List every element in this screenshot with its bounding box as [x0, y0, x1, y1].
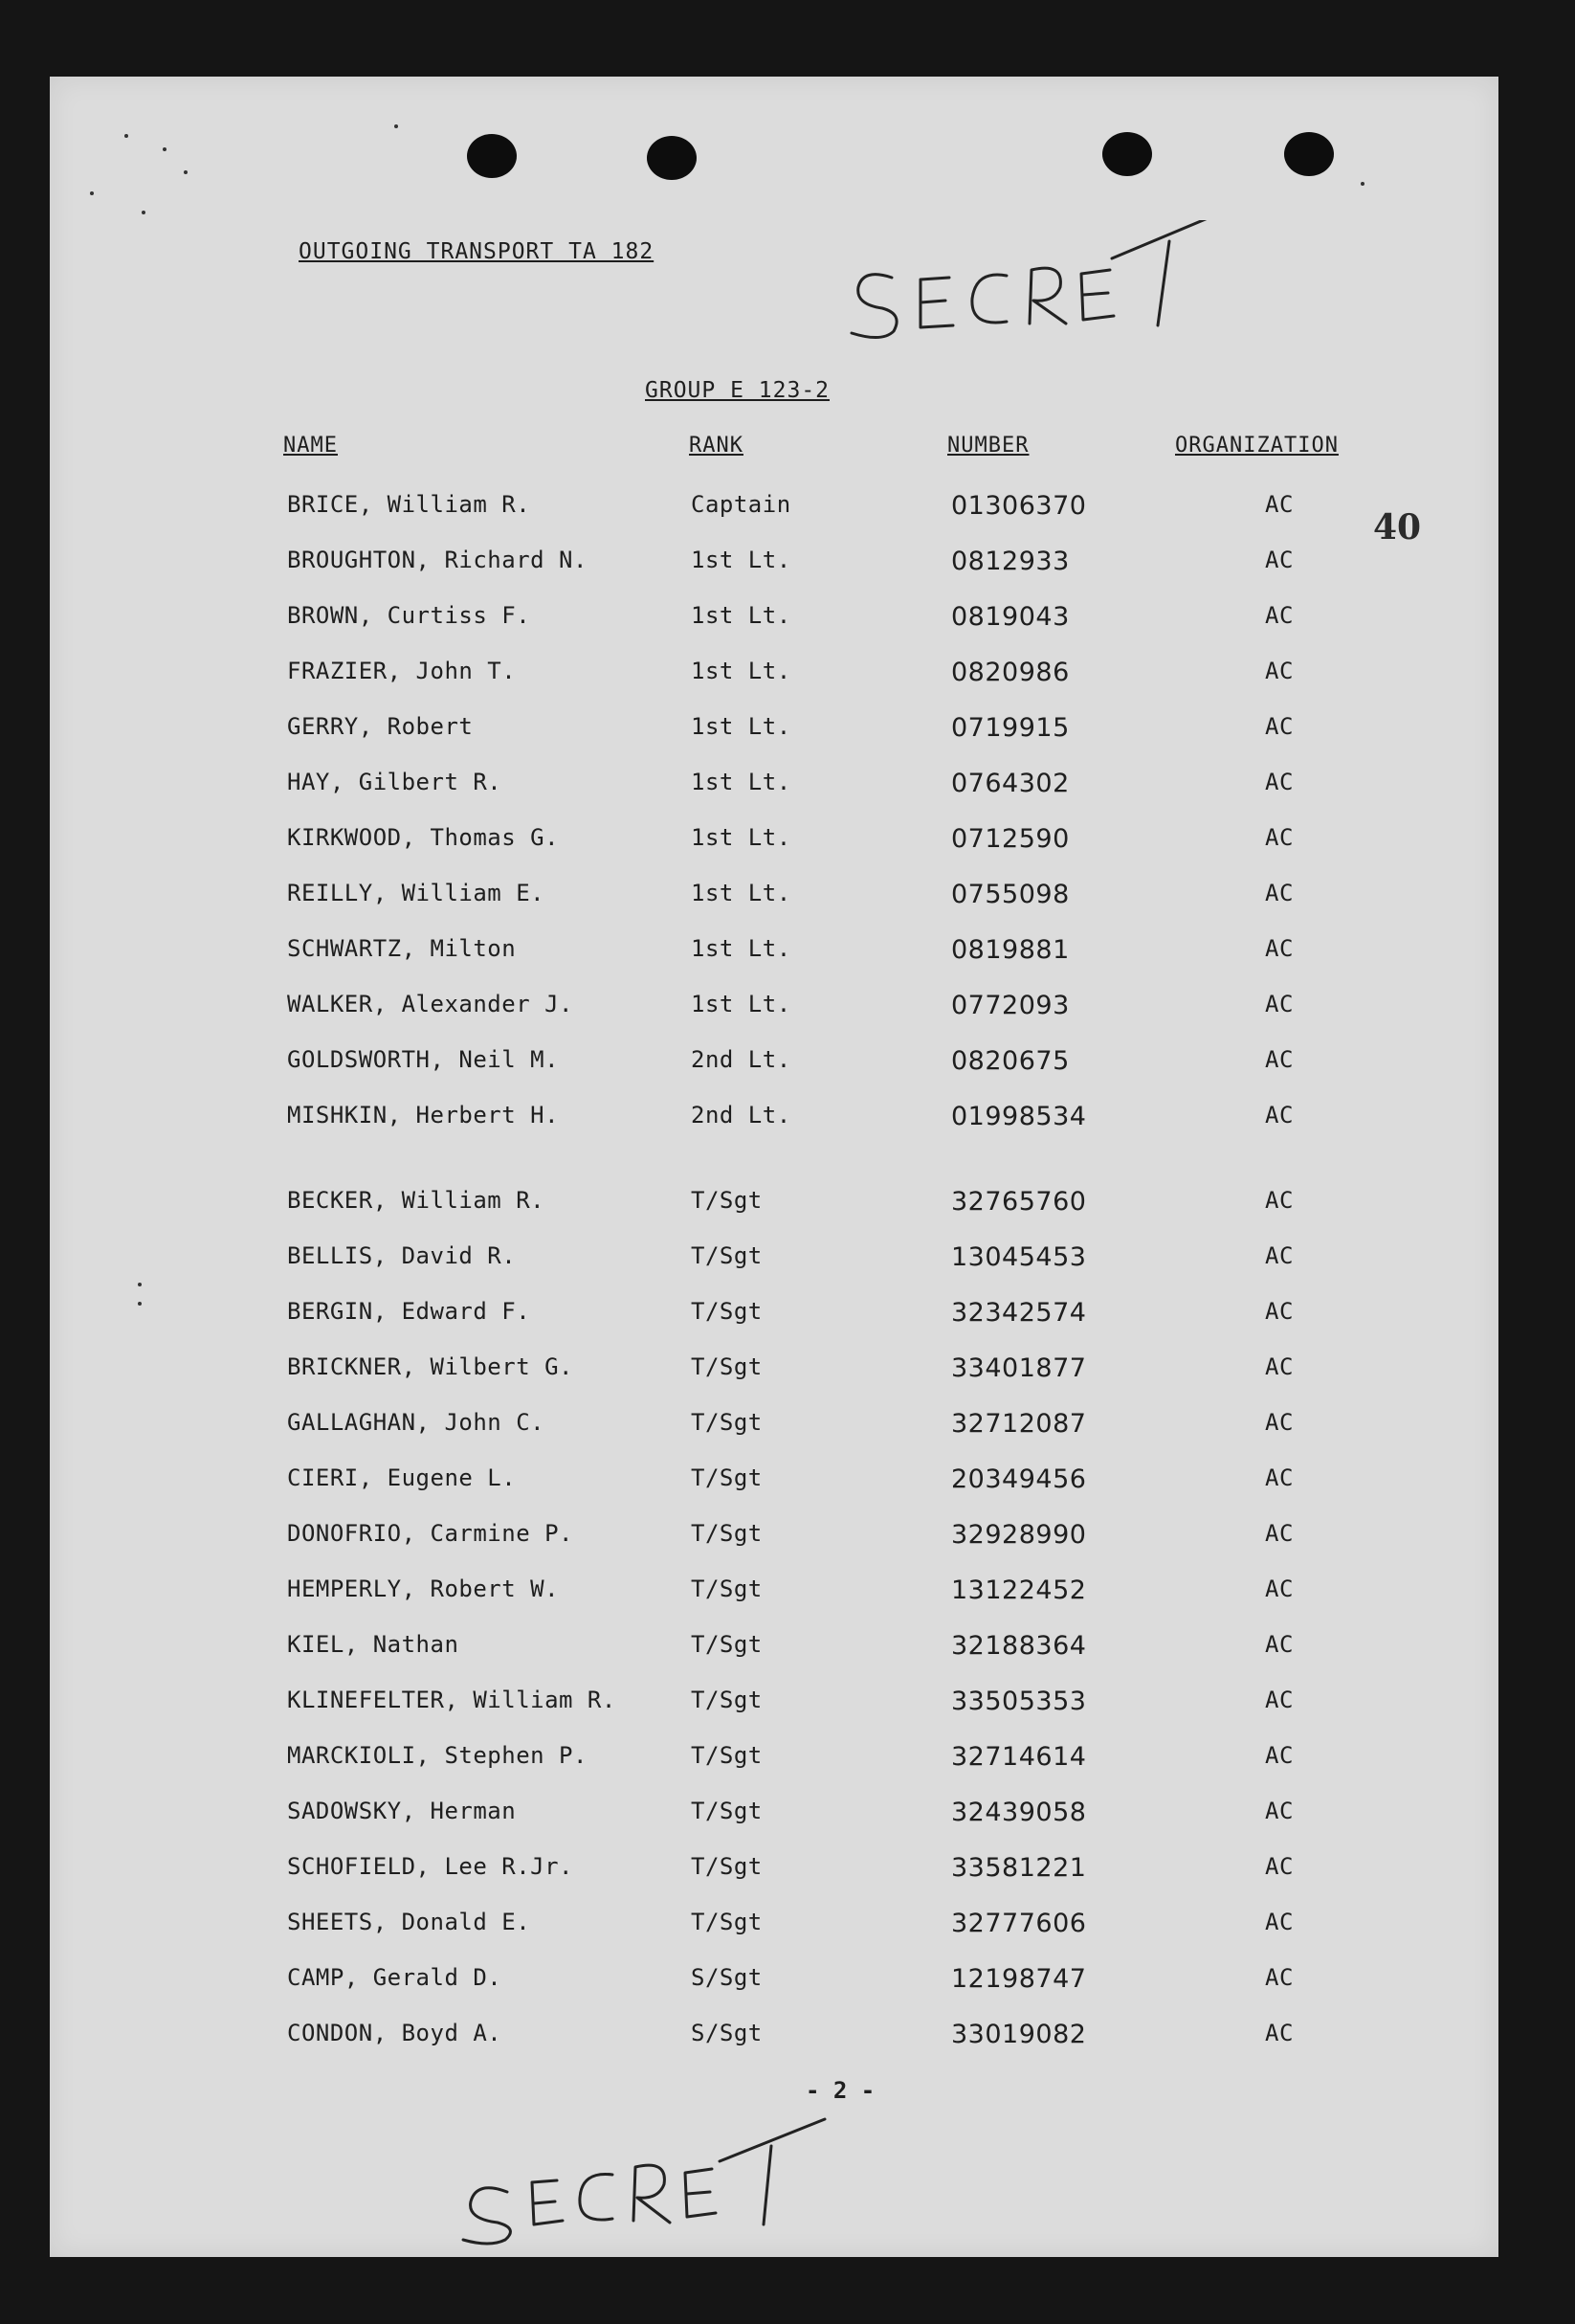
cell-organization: AC — [1265, 491, 1294, 518]
table-row — [50, 824, 1498, 862]
page-number: 40 — [1373, 507, 1422, 547]
cell-number: 13045453 — [951, 1242, 1087, 1272]
punch-hole — [1102, 132, 1152, 176]
cell-name: GALLAGHAN, John C. — [287, 1409, 545, 1436]
cell-rank: 1st Lt. — [691, 824, 791, 851]
cell-organization: AC — [1265, 1409, 1294, 1436]
cell-name: SADOWSKY, Herman — [287, 1798, 517, 1824]
cell-rank: T/Sgt — [691, 1242, 763, 1269]
cell-organization: AC — [1265, 880, 1294, 906]
table-row — [50, 769, 1498, 807]
cell-name: CAMP, Gerald D. — [287, 1964, 502, 1991]
cell-organization: AC — [1265, 935, 1294, 962]
cell-number: 01306370 — [951, 491, 1087, 521]
cell-number: 32712087 — [951, 1409, 1087, 1439]
table-row — [50, 1242, 1498, 1281]
cell-name: WALKER, Alexander J. — [287, 991, 573, 1017]
page-footer: - 2 - — [806, 2077, 876, 2104]
cell-organization: AC — [1265, 991, 1294, 1017]
cell-number: 32777606 — [951, 1909, 1087, 1938]
table-row — [50, 602, 1498, 640]
cell-rank: Captain — [691, 491, 791, 518]
cell-number: 32439058 — [951, 1798, 1087, 1827]
cell-rank: T/Sgt — [691, 1575, 763, 1602]
cell-organization: AC — [1265, 1687, 1294, 1713]
punch-hole — [647, 136, 697, 180]
cell-number: 0712590 — [951, 824, 1070, 854]
cell-rank: 1st Lt. — [691, 880, 791, 906]
table-row — [50, 1631, 1498, 1669]
cell-organization: AC — [1265, 2020, 1294, 2046]
speck — [90, 191, 94, 195]
table-row — [50, 2020, 1498, 2058]
cell-organization: AC — [1265, 1046, 1294, 1073]
cell-rank: T/Sgt — [691, 1742, 763, 1769]
cell-name: BROUGHTON, Richard N. — [287, 547, 588, 573]
cell-rank: 1st Lt. — [691, 991, 791, 1017]
speck — [163, 147, 166, 151]
cell-rank: T/Sgt — [691, 1298, 763, 1325]
cell-name: BROWN, Curtiss F. — [287, 602, 531, 629]
table-row — [50, 991, 1498, 1029]
table-row — [50, 1742, 1498, 1780]
cell-number: 13122452 — [951, 1575, 1087, 1605]
cell-rank: 1st Lt. — [691, 713, 791, 740]
cell-organization: AC — [1265, 1298, 1294, 1325]
header-organization: ORGANIZATION — [1175, 434, 1339, 458]
cell-rank: T/Sgt — [691, 1798, 763, 1824]
cell-rank: T/Sgt — [691, 1353, 763, 1380]
cell-organization: AC — [1265, 1742, 1294, 1769]
speck — [138, 1283, 142, 1286]
header-number: NUMBER — [947, 434, 1030, 458]
cell-name: BECKER, William R. — [287, 1187, 545, 1214]
table-row — [50, 1687, 1498, 1725]
cell-rank: T/Sgt — [691, 1409, 763, 1436]
cell-number: 0812933 — [951, 547, 1070, 576]
cell-number: 0755098 — [951, 880, 1070, 909]
cell-name: KIEL, Nathan — [287, 1631, 459, 1658]
cell-number: 32765760 — [951, 1187, 1087, 1217]
cell-number: 32714614 — [951, 1742, 1087, 1772]
cell-name: BRICE, William R. — [287, 491, 531, 518]
group-title: GROUP E 123-2 — [645, 378, 831, 403]
cell-name: REILLY, William E. — [287, 880, 545, 906]
table-row — [50, 658, 1498, 696]
table-row — [50, 935, 1498, 973]
table-row — [50, 1853, 1498, 1891]
table-row — [50, 1464, 1498, 1503]
cell-number: 0819043 — [951, 602, 1070, 632]
table-row — [50, 713, 1498, 751]
cell-organization: AC — [1265, 769, 1294, 795]
cell-rank: T/Sgt — [691, 1187, 763, 1214]
cell-name: HEMPERLY, Robert W. — [287, 1575, 560, 1602]
cell-organization: AC — [1265, 1102, 1294, 1128]
cell-rank: T/Sgt — [691, 1520, 763, 1547]
cell-name: DONOFRIO, Carmine P. — [287, 1520, 573, 1547]
cell-rank: 1st Lt. — [691, 935, 791, 962]
speck — [394, 124, 398, 128]
cell-name: KLINEFELTER, William R. — [287, 1687, 616, 1713]
cell-organization: AC — [1265, 547, 1294, 573]
cell-name: CIERI, Eugene L. — [287, 1464, 517, 1491]
punch-hole — [1284, 132, 1334, 176]
cell-organization: AC — [1265, 1853, 1294, 1880]
cell-name: BRICKNER, Wilbert G. — [287, 1353, 573, 1380]
cell-rank: S/Sgt — [691, 1964, 763, 1991]
header-name: NAME — [283, 434, 338, 458]
cell-organization: AC — [1265, 1631, 1294, 1658]
cell-number: 32342574 — [951, 1298, 1087, 1328]
cell-name: MARCKIOLI, Stephen P. — [287, 1742, 588, 1769]
table-row — [50, 547, 1498, 585]
table-row — [50, 491, 1498, 529]
speck — [184, 170, 188, 174]
punch-hole — [467, 134, 517, 178]
table-row — [50, 1520, 1498, 1558]
table-row — [50, 1798, 1498, 1836]
table-row — [50, 1353, 1498, 1392]
cell-name: GERRY, Robert — [287, 713, 474, 740]
cell-rank: T/Sgt — [691, 1687, 763, 1713]
cell-rank: 1st Lt. — [691, 658, 791, 684]
cell-rank: T/Sgt — [691, 1464, 763, 1491]
table-row — [50, 1102, 1498, 1140]
cell-number: 12198747 — [951, 1964, 1087, 1994]
cell-organization: AC — [1265, 602, 1294, 629]
cell-number: 0764302 — [951, 769, 1070, 798]
cell-name: MISHKIN, Herbert H. — [287, 1102, 560, 1128]
cell-rank: 1st Lt. — [691, 602, 791, 629]
cell-name: GOLDSWORTH, Neil M. — [287, 1046, 560, 1073]
cell-organization: AC — [1265, 1242, 1294, 1269]
cell-number: 0819881 — [951, 935, 1070, 965]
cell-name: SHEETS, Donald E. — [287, 1909, 531, 1935]
table-row — [50, 1409, 1498, 1447]
cell-organization: AC — [1265, 1464, 1294, 1491]
document-title: OUTGOING TRANSPORT TA 182 — [299, 239, 654, 264]
table-row — [50, 880, 1498, 918]
cell-name: KIRKWOOD, Thomas G. — [287, 824, 560, 851]
cell-name: SCHOFIELD, Lee R.Jr. — [287, 1853, 573, 1880]
cell-rank: T/Sgt — [691, 1631, 763, 1658]
speck — [142, 211, 145, 214]
table-row — [50, 1187, 1498, 1225]
cell-organization: AC — [1265, 658, 1294, 684]
header-rank: RANK — [689, 434, 743, 458]
cell-number: 33401877 — [951, 1353, 1087, 1383]
cell-number: 33505353 — [951, 1687, 1087, 1716]
cell-rank: 2nd Lt. — [691, 1046, 791, 1073]
cell-name: BELLIS, David R. — [287, 1242, 517, 1269]
table-row — [50, 1046, 1498, 1084]
cell-number: 32188364 — [951, 1631, 1087, 1661]
speck — [124, 134, 128, 138]
cell-organization: AC — [1265, 1353, 1294, 1380]
cell-organization: AC — [1265, 713, 1294, 740]
table-row — [50, 1298, 1498, 1336]
cell-rank: T/Sgt — [691, 1853, 763, 1880]
secret-handwritten-mark — [825, 220, 1246, 345]
cell-number: 01998534 — [951, 1102, 1087, 1131]
cell-organization: AC — [1265, 1964, 1294, 1991]
cell-number: 20349456 — [951, 1464, 1087, 1494]
cell-rank: 2nd Lt. — [691, 1102, 791, 1128]
cell-organization: AC — [1265, 1575, 1294, 1602]
cell-organization: AC — [1265, 1187, 1294, 1214]
cell-organization: AC — [1265, 1520, 1294, 1547]
cell-number: 0820675 — [951, 1046, 1070, 1076]
cell-name: HAY, Gilbert R. — [287, 769, 502, 795]
cell-organization: AC — [1265, 824, 1294, 851]
cell-name: FRAZIER, John T. — [287, 658, 517, 684]
cell-rank: 1st Lt. — [691, 769, 791, 795]
cell-organization: AC — [1265, 1798, 1294, 1824]
table-row — [50, 1909, 1498, 1947]
secret-handwritten-mark-bottom — [442, 2106, 844, 2249]
cell-number: 33581221 — [951, 1853, 1087, 1883]
cell-number: 32928990 — [951, 1520, 1087, 1550]
cell-name: BERGIN, Edward F. — [287, 1298, 531, 1325]
cell-number: 0719915 — [951, 713, 1070, 743]
cell-number: 0820986 — [951, 658, 1070, 687]
cell-rank: T/Sgt — [691, 1909, 763, 1935]
cell-rank: S/Sgt — [691, 2020, 763, 2046]
cell-name: SCHWARTZ, Milton — [287, 935, 517, 962]
table-row — [50, 1964, 1498, 2002]
table-row — [50, 1575, 1498, 1614]
speck — [1361, 182, 1364, 186]
cell-organization: AC — [1265, 1909, 1294, 1935]
cell-rank: 1st Lt. — [691, 547, 791, 573]
cell-number: 0772093 — [951, 991, 1070, 1020]
cell-name: CONDON, Boyd A. — [287, 2020, 502, 2046]
cell-number: 33019082 — [951, 2020, 1087, 2049]
document-page — [50, 77, 1498, 2257]
